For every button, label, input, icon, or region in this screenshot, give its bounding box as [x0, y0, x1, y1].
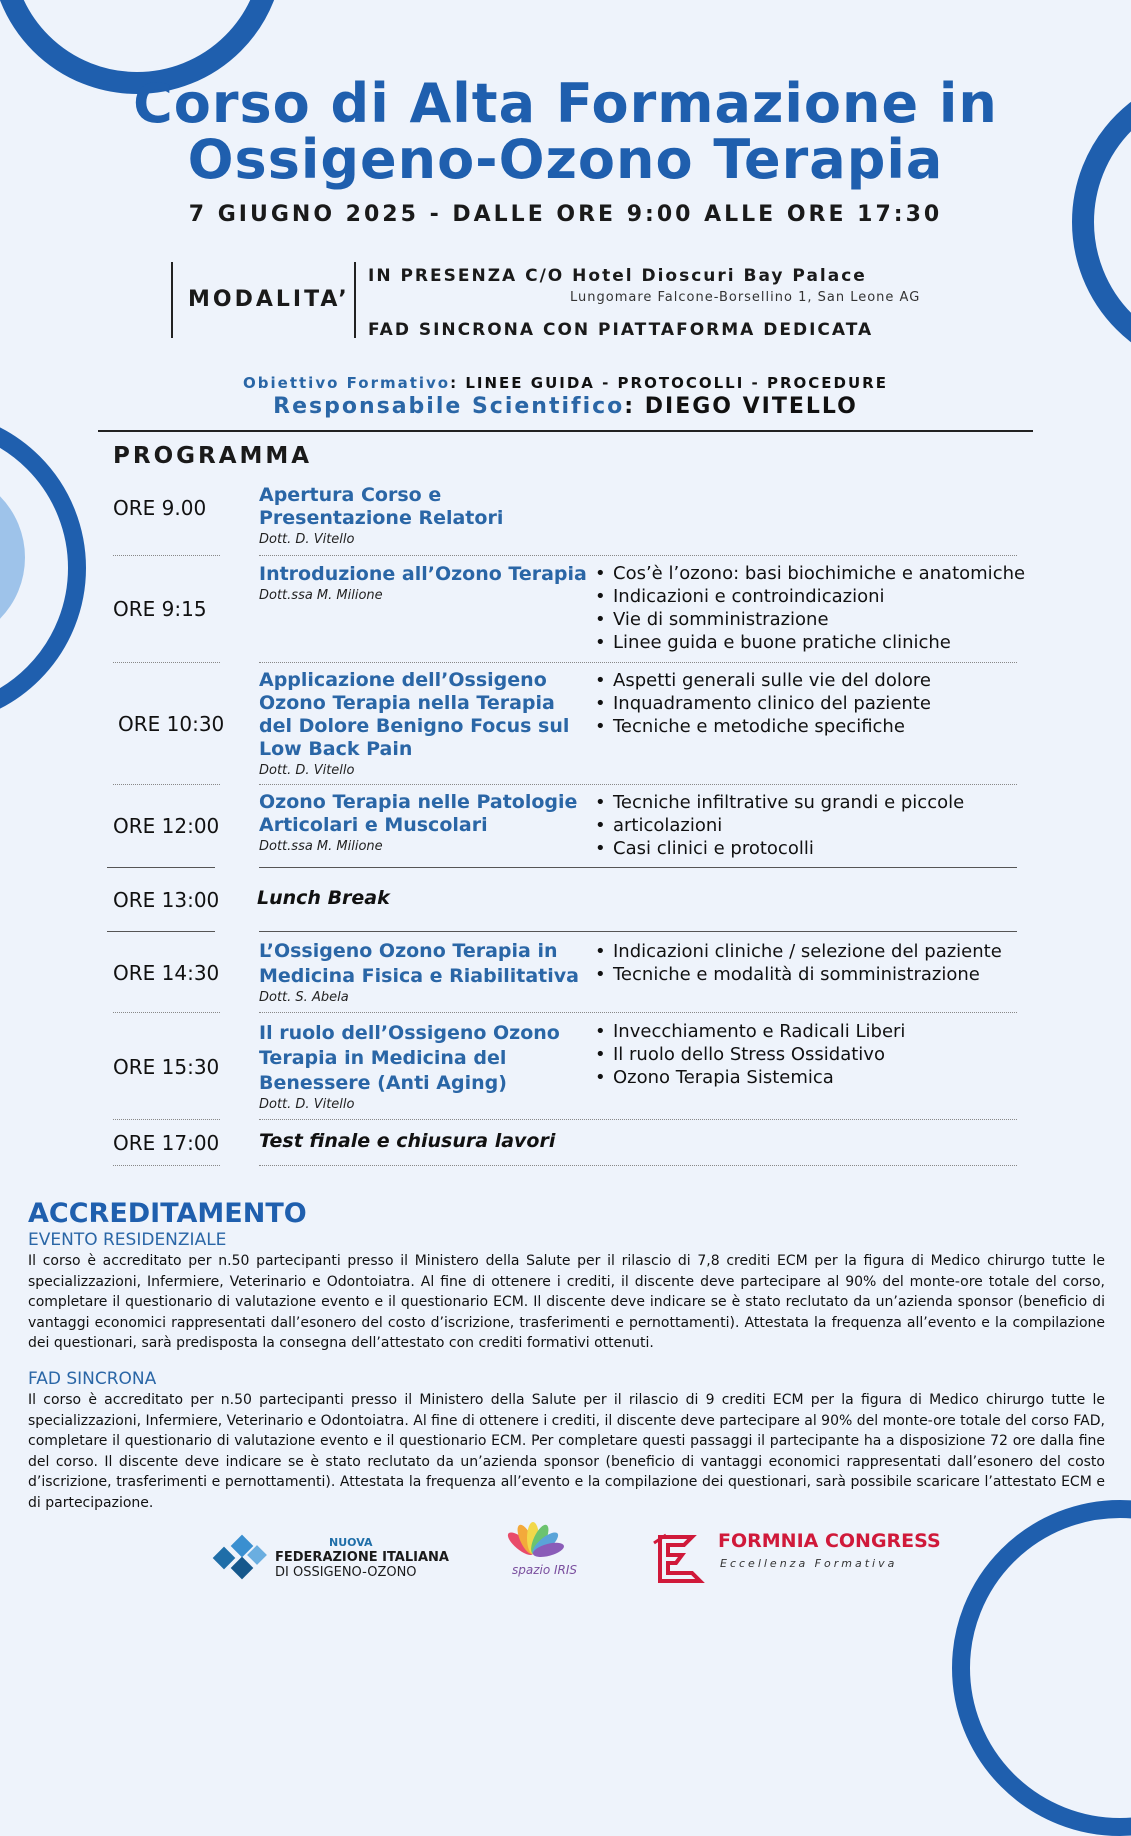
- obiettivo-formativo: [0, 374, 1131, 392]
- session-topics: [593, 940, 1002, 986]
- fiossigeno-line2: DI OSSIGENO-OZONO: [275, 1565, 417, 1580]
- fiossigeno-logo-text: [275, 1535, 449, 1580]
- residenziale-subtitle: EVENTO RESIDENZIALE: [28, 1230, 227, 1250]
- session-time: ORE 14:30: [113, 961, 220, 985]
- session-title-line: Applicazione dell’Ossigeno: [259, 669, 547, 691]
- session-speaker: Dott. D. Vitello: [259, 1097, 355, 1112]
- page-title-line1: Corso di Alta Formazione in: [133, 72, 998, 135]
- topic-item: • Ozono Terapia Sistemica: [613, 1066, 905, 1089]
- fad-subtitle: FAD SINCRONA: [28, 1369, 157, 1389]
- page-title-line2: Ossigeno-Ozono Terapia: [187, 128, 944, 191]
- decorative-circle-bottom: [952, 1500, 1131, 1836]
- row-divider: [113, 1165, 220, 1166]
- row-divider: [107, 867, 215, 868]
- formnia-logo-tagline: Eccellenza Formativa: [720, 1557, 898, 1570]
- decorative-circle-left: [0, 410, 86, 726]
- session-time: ORE 13:00: [113, 888, 220, 912]
- topic-item: • Il ruolo dello Stress Ossidativo: [613, 1043, 905, 1066]
- topic-item: • Vie di somministrazione: [613, 608, 1025, 631]
- topic-item: • Indicazioni cliniche / selezione del paziente: [613, 940, 1002, 963]
- row-divider: [259, 867, 1017, 868]
- session-title: [259, 669, 569, 761]
- formnia-logo-icon: [652, 1533, 712, 1585]
- session-title: [259, 940, 579, 988]
- responsabile-scientifico: [0, 394, 1131, 419]
- row-divider: [113, 555, 220, 556]
- modalita-label: MODALITA’: [188, 287, 350, 312]
- session-title-line: Low Back Pain: [259, 738, 413, 760]
- topic-item: • Linee guida e buone pratiche cliniche: [613, 631, 1025, 654]
- session-title-line: L’Ossigeno Ozono Terapia in: [259, 940, 558, 962]
- topic-item: • Inquadramento clinico del paziente: [613, 692, 931, 715]
- session-speaker: Dott.ssa M. Milione: [259, 839, 383, 854]
- session-time: ORE 9.00: [113, 496, 207, 520]
- modalita-divider-left: [171, 262, 173, 338]
- session-speaker: Dott. D. Vitello: [259, 532, 355, 547]
- venue-address: Lungomare Falcone-Borsellino 1, San Leone AG: [570, 290, 921, 305]
- row-divider: [113, 784, 220, 785]
- session-speaker: Dott.ssa M. Milione: [259, 588, 383, 603]
- row-divider: [259, 1119, 1017, 1120]
- session-title-line: Terapia in Medicina del: [259, 1047, 507, 1069]
- fiossigeno-nuova: NUOVA: [329, 1536, 373, 1549]
- session-title: [259, 791, 577, 837]
- programma-top-rule: [98, 430, 1033, 432]
- row-divider: [259, 662, 1017, 663]
- topic-item: • Aspetti generali sulle vie del dolore: [613, 669, 931, 692]
- session-time: ORE 12:00: [113, 814, 220, 838]
- row-divider: [259, 1165, 1017, 1166]
- row-divider: [259, 784, 1017, 785]
- mode-fad: FAD SINCRONA CON PIATTAFORMA DEDICATA: [368, 320, 874, 340]
- row-divider: [259, 1012, 1017, 1013]
- row-divider: [259, 555, 1017, 556]
- row-divider: [113, 1012, 220, 1013]
- session-speaker: Dott. S. Abela: [259, 990, 349, 1005]
- event-date: 7 GIUGNO 2025 - DALLE ORE 9:00 ALLE ORE 17:30: [188, 202, 943, 227]
- session-title-line: Apertura Corso e: [259, 484, 442, 506]
- session-topics: [593, 669, 931, 738]
- row-divider: [259, 931, 1017, 932]
- session-time: ORE 17:00: [113, 1131, 220, 1155]
- row-divider: [107, 931, 215, 932]
- fiossigeno-line1: FEDERAZIONE ITALIANA: [275, 1550, 449, 1565]
- topic-item: • Invecchiamento e Radicali Liberi: [613, 1020, 905, 1043]
- topic-item: • Indicazioni e controindicazioni: [613, 585, 1025, 608]
- session-title-line: Presentazione Relatori: [259, 507, 504, 529]
- session-speaker: Dott. D. Vitello: [259, 763, 355, 778]
- row-divider: [113, 662, 220, 663]
- responsabile-value: : DIEGO VITELLO: [624, 394, 858, 419]
- session-title-line: Benessere (Anti Aging): [259, 1072, 507, 1094]
- session-time: ORE 10:30: [118, 712, 225, 736]
- session-title-line: del Dolore Benigno Focus sul: [259, 715, 570, 737]
- modalita-divider-right: [354, 262, 356, 338]
- session-topics: [593, 562, 1025, 654]
- session-time: ORE 15:30: [113, 1055, 220, 1079]
- row-divider: [113, 1119, 220, 1120]
- session-title-line: Il ruolo dell’Ossigeno Ozono: [259, 1022, 560, 1044]
- fad-text: Il corso è accreditato per n.50 partecipanti presso il Ministero della Salute per il rilascio di 9 crediti ECM per la figura di Medico chirurgo tutte le specializzazioni, Infermiere, Veterinario e Odontoiatra. Al fine di ottenere i crediti, il discente deve partecipare al 90% del monte-ore totale del corso FAD, completare il questionario di valutazione evento e il questionario ECM. Per completare questi passaggi il partecipante ha a disposizione 72 ore dalla fine del corso. Il discente deve indicare se è stato reclutato da un’azienda sponsor (beneficio di vantaggi economici rappresentati dall’esonero del costo d’iscrizione, trasferimenti e pernottamenti). Attestata la frequenza all’evento e la compilazione dei questionari, sarà possibile scaricare l’attestato ECM e di partecipazione.: [28, 1392, 1105, 1511]
- session-title-line: Ozono Terapia nelle Patologie: [259, 791, 578, 813]
- fiossigeno-logo-icon: [212, 1530, 270, 1584]
- session-topics: [593, 791, 964, 860]
- topic-item: • Tecniche infiltrative su grandi e piccole: [613, 791, 964, 814]
- topic-item: • Tecniche e modalità di somministrazione: [613, 963, 1002, 986]
- topic-item-continuation: [613, 814, 964, 837]
- session-title-line: Articolari e Muscolari: [259, 814, 488, 836]
- obiettivo-value: : LINEE GUIDA - PROTOCOLLI - PROCEDURE: [450, 374, 888, 392]
- topic-item: • Casi clinici e protocolli: [613, 837, 964, 860]
- closing-label: Test finale e chiusura lavori: [259, 1130, 556, 1152]
- mode-in-presenza: IN PRESENZA C/O Hotel Dioscuri Bay Palace: [368, 266, 867, 286]
- formnia-logo-name: FORMNIA CONGRESS: [718, 1530, 941, 1552]
- lunch-break-label: Lunch Break: [257, 887, 390, 909]
- responsabile-label: Responsabile Scientifico: [273, 394, 625, 419]
- topic-item: • Tecniche e metodiche specifiche: [613, 715, 931, 738]
- session-time: ORE 9:15: [113, 597, 207, 621]
- session-title: [259, 563, 587, 586]
- topic-continuation-text: articolazioni: [613, 815, 723, 836]
- accreditamento-title: ACCREDITAMENTO: [28, 1198, 307, 1229]
- session-title-line: Introduzione all’Ozono Terapia: [259, 563, 587, 585]
- session-title-line: Ozono Terapia nella Terapia: [259, 692, 555, 714]
- session-title: [259, 1021, 560, 1096]
- topic-item: • Cos’è l’ozono: basi biochimiche e anatomiche: [613, 562, 1025, 585]
- obiettivo-label: Obiettivo Formativo: [243, 374, 451, 392]
- programma-title: PROGRAMMA: [113, 443, 313, 469]
- spazio-iris-logo-text: spazio IRIS: [512, 1563, 578, 1577]
- session-title: [259, 484, 503, 530]
- session-topics: [593, 1020, 905, 1089]
- session-title-line: Medicina Fisica e Riabilitativa: [259, 965, 579, 987]
- residenziale-text: Il corso è accreditato per n.50 partecipanti presso il Ministero della Salute per il rilascio di 7,8 crediti ECM per la figura di Medico chirurgo tutte le specializzazioni, Infermiere, Veterinario e Odontoiatra. Al fine di ottenere i crediti, il discente deve partecipare al 90% del monte-ore totale del corso, completare il questionario di valutazione evento e il questionario ECM. Il discente deve indicare se è stato reclutato da un’azienda sponsor (beneficio di vantaggi economici rappresentati dall’esonero del costo d’iscrizione, trasferimenti e pernottamenti). Attestata la frequenza all’evento e la compilazione dei questionari, sarà predisposta la consegna dell’attestato con crediti formativi ottenuti.: [28, 1253, 1105, 1351]
